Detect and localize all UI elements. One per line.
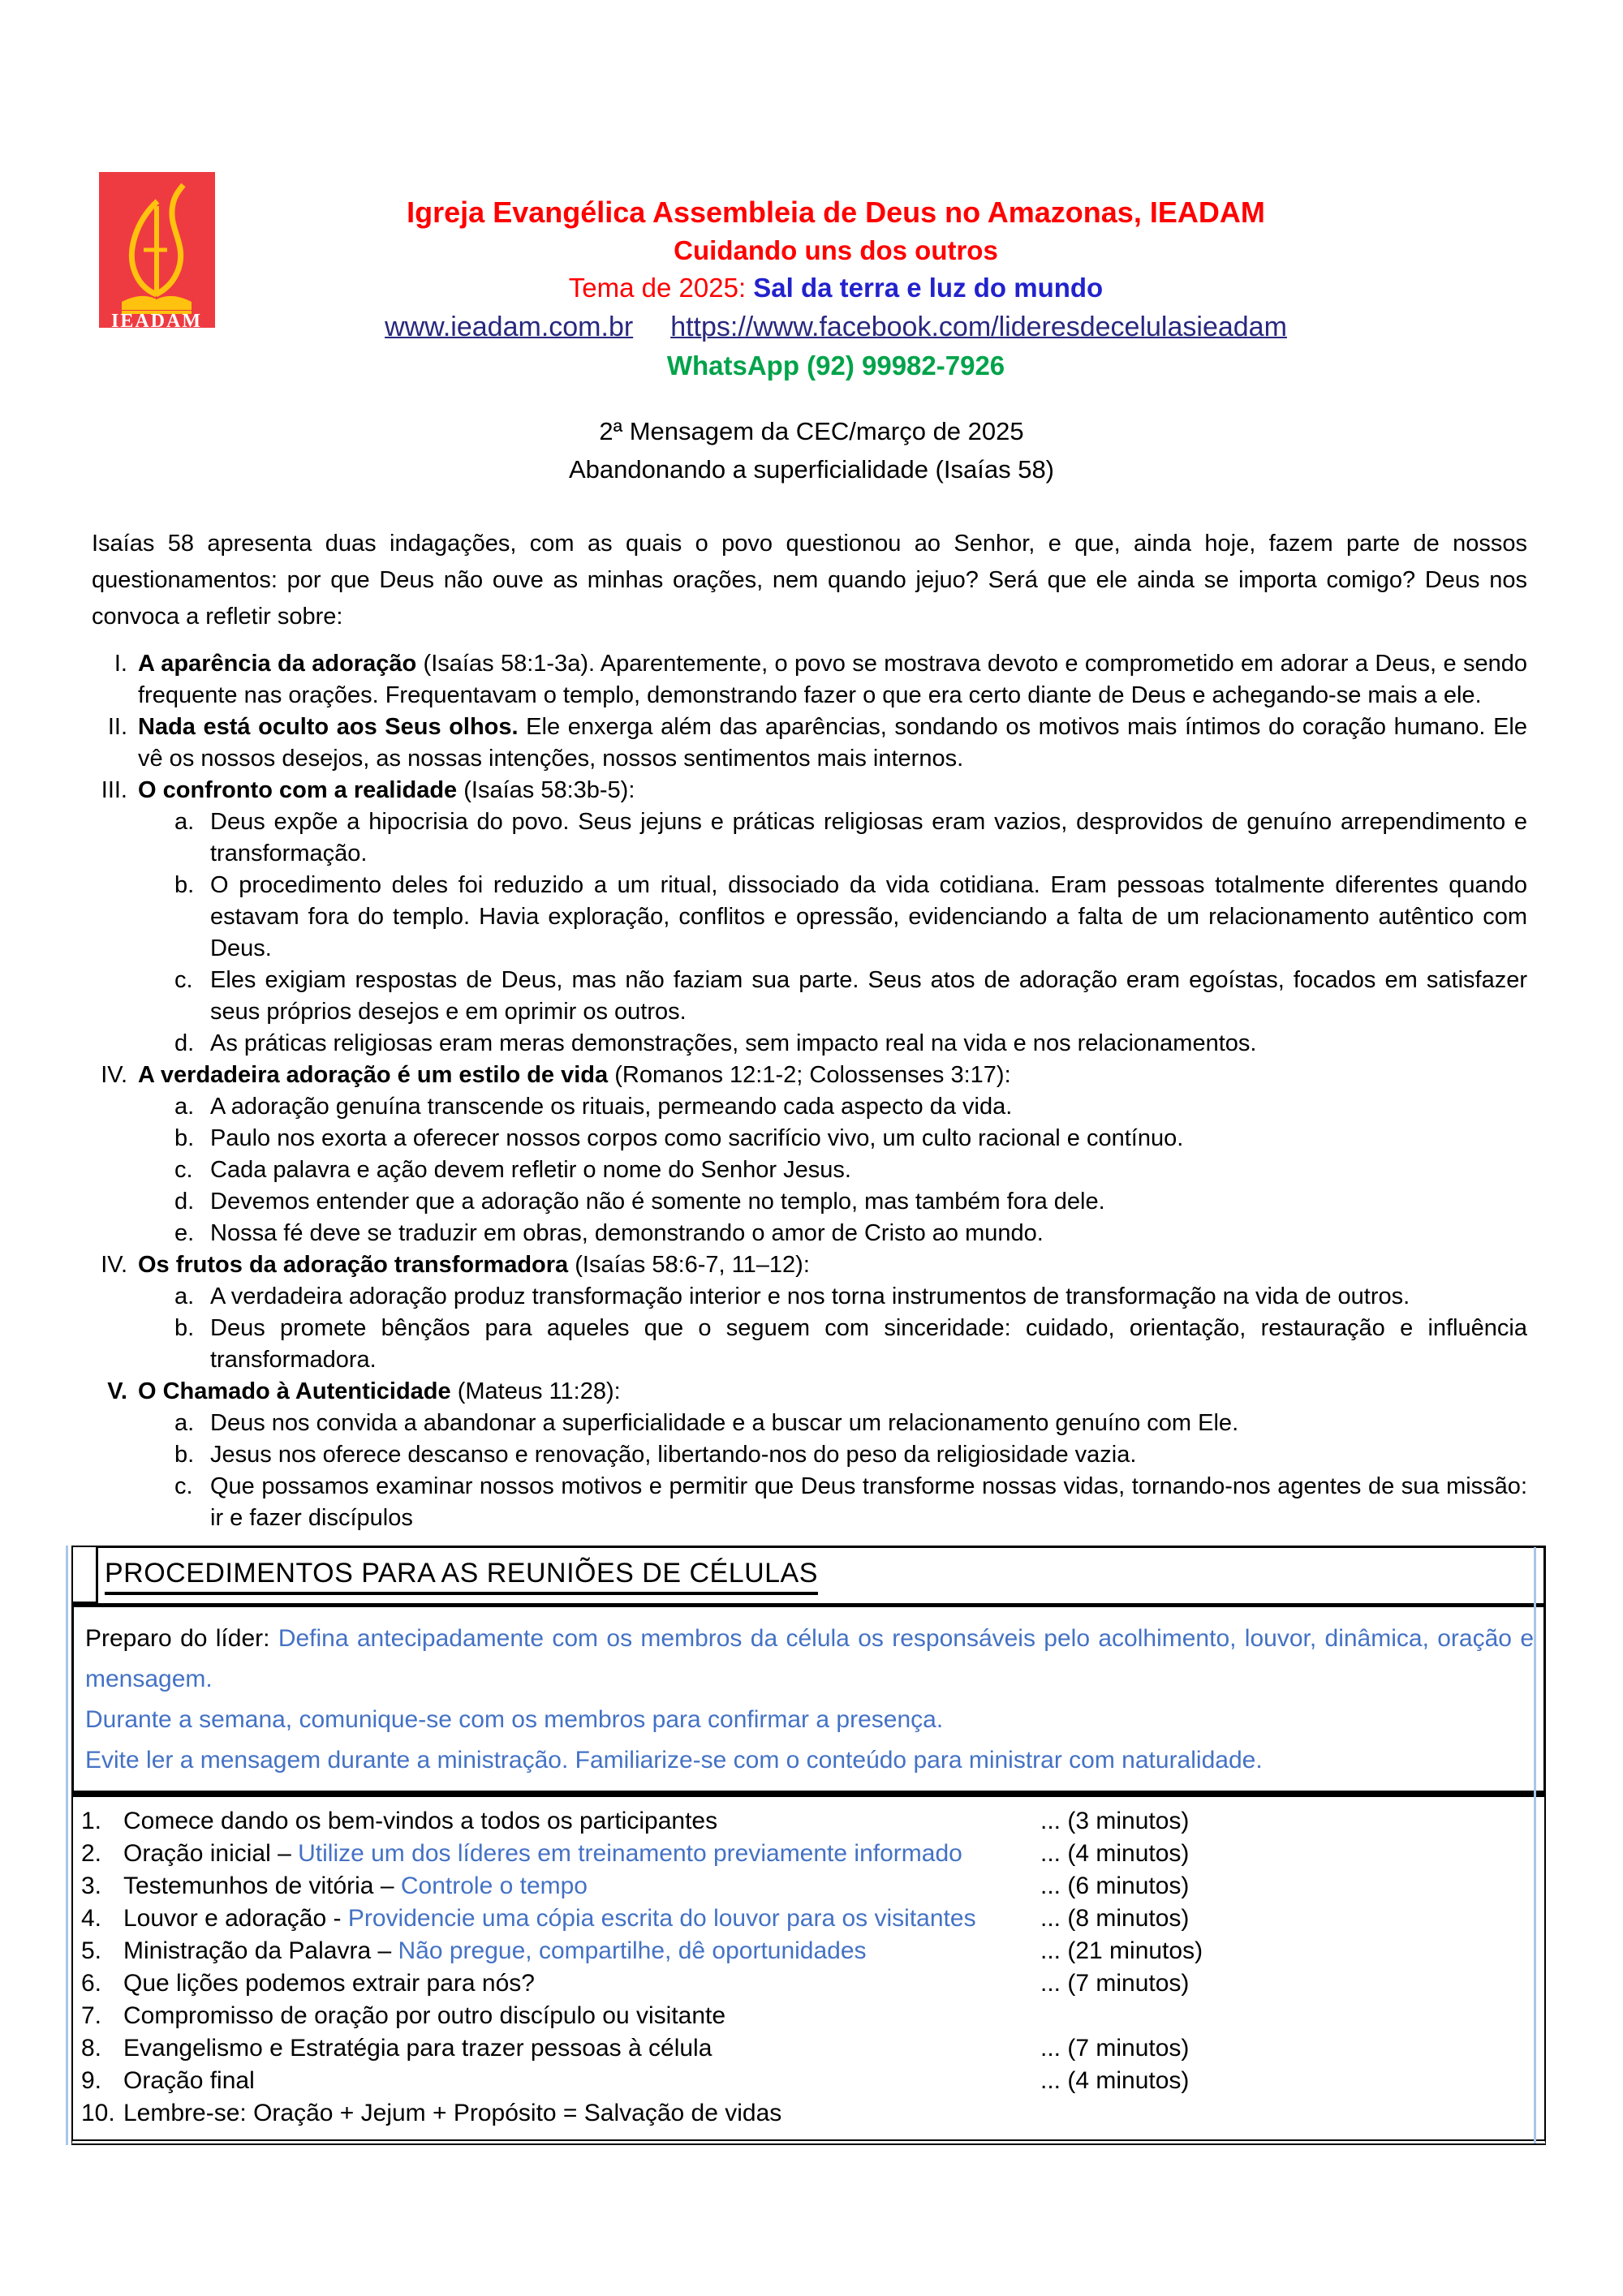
agenda-row-text bbox=[123, 2065, 1040, 2097]
outline-section bbox=[92, 1376, 1527, 1408]
agenda-row-text bbox=[123, 2032, 1040, 2065]
outline-subitem-marker: b. bbox=[174, 1442, 195, 1468]
agenda-row-label: Compromisso de oração por outro discípulo ou visitante bbox=[123, 2002, 726, 2029]
agenda-row-label: Oração final bbox=[123, 2067, 255, 2094]
agenda-row-text bbox=[123, 1935, 1040, 1967]
outline-section bbox=[92, 648, 1527, 712]
outline-subitem bbox=[163, 1028, 1527, 1060]
meeting-agenda-box bbox=[71, 1793, 1546, 2145]
agenda-row-number: 8. bbox=[81, 2035, 102, 2062]
outline-section-text bbox=[138, 775, 1527, 806]
outline-section bbox=[92, 1249, 1527, 1281]
agenda-row-note: Providencie uma cópia escrita do louvor para os visitantes bbox=[347, 1905, 976, 1932]
agenda-row-number: 9. bbox=[81, 2067, 102, 2094]
outline-section-marker: II. bbox=[107, 714, 127, 740]
leader-prep-line bbox=[85, 1619, 1534, 1700]
agenda-row bbox=[78, 2032, 1539, 2065]
outline-subitem-marker: a. bbox=[174, 1410, 195, 1436]
agenda-row bbox=[78, 1967, 1539, 2000]
agenda-row-label: Que lições podemos extrair para nós? bbox=[123, 1970, 535, 1997]
leader-prep-text: Defina antecipadamente com os membros da célula os responsáveis pelo acolhimento, louvor, dinâmica, oração e mensagem. bbox=[85, 1625, 1535, 1692]
outline-subitem-text: Deus nos convida a abandonar a superficialidade e a buscar um relacionamento genuíno com Ele. bbox=[210, 1410, 1239, 1436]
agenda-row-number: 6. bbox=[81, 1970, 102, 1997]
outline-subitem bbox=[163, 870, 1527, 965]
outline-section-text bbox=[138, 1249, 1527, 1281]
outline-section bbox=[92, 775, 1527, 806]
agenda-row-time bbox=[1040, 2097, 1539, 2130]
agenda-row-text bbox=[123, 1903, 1040, 1935]
agenda-row bbox=[78, 1935, 1539, 1967]
procedures-title-cell bbox=[96, 1546, 1546, 1603]
outline-subitem-text: Deus promete bênçãos para aqueles que o seguem com sinceridade: cuidado, orientação, restauração e influência transformadora. bbox=[210, 1315, 1527, 1373]
links-line bbox=[211, 307, 1461, 347]
outline-subitem-text: A adoração genuína transcende os rituais, permeando cada aspecto da vida. bbox=[210, 1094, 1013, 1120]
outline-subitem-text: Nossa fé deve se traduzir em obras, demonstrando o amor de Cristo ao mundo. bbox=[210, 1220, 1044, 1246]
whatsapp-line: WhatsApp (92) 99982-7926 bbox=[666, 350, 1005, 381]
letterhead bbox=[211, 193, 1461, 385]
outline-subitem-text: Deus expõe a hipocrisia do povo. Seus jejuns e práticas religiosas eram vazios, desprovidos de genuíno arrependimento e transformação. bbox=[210, 809, 1527, 866]
agenda-row-label: Lembre-se: Oração + Jejum + Propósito = Salvação de vidas bbox=[123, 2100, 782, 2126]
agenda-row-number: 10. bbox=[81, 2100, 115, 2126]
outline-subitem bbox=[163, 1281, 1527, 1313]
outline-subitem bbox=[163, 965, 1527, 1028]
outline-section-text bbox=[138, 648, 1527, 712]
outline-section-rest: (Mateus 11:28): bbox=[450, 1378, 621, 1404]
agenda-row-label: Testemunhos de vitória – bbox=[123, 1872, 401, 1899]
agenda-row-note: Utilize um dos líderes em treinamento previamente informado bbox=[298, 1840, 962, 1867]
agenda-row-number: 5. bbox=[81, 1937, 102, 1964]
outline-section-rest: (Isaías 58:1-3a). Aparentemente, o povo se mostrava devoto e comprometido em adorar a Deus, e sendo frequente nas orações. Frequentavam o templo, demonstrando fazer o que era certo diante de Deus e achegando-se mais a ele. bbox=[138, 651, 1527, 708]
outline-section bbox=[92, 1060, 1527, 1091]
outline-section-marker: IV. bbox=[101, 1062, 127, 1088]
outline-subitem-marker: d. bbox=[174, 1189, 195, 1215]
outline-subitem-marker: b. bbox=[174, 1315, 195, 1341]
agenda-row-number: 7. bbox=[81, 2002, 102, 2029]
agenda-row-label: Louvor e adoração - bbox=[123, 1905, 348, 1932]
agenda-row-time: ... (7 minutos) bbox=[1040, 1970, 1190, 1997]
agenda-row-label: Comece dando os bem-vindos a todos os participantes bbox=[123, 1808, 718, 1834]
agenda-row bbox=[78, 1903, 1539, 1935]
outline-subitem-text: Paulo nos exorta a oferecer nossos corpos como sacrifício vivo, um culto racional e contínuo. bbox=[210, 1125, 1184, 1151]
church-logo bbox=[99, 172, 215, 328]
message-title-line1: 2ª Mensagem da CEC/março de 2025 bbox=[599, 417, 1024, 445]
leader-note-1: Durante a semana, comunique-se com os membros para confirmar a presença. bbox=[85, 1706, 944, 1733]
outline-subitem-text: Que possamos examinar nossos motivos e permitir que Deus transforme nossas vidas, tornando-nos agentes de sua missão: ir e fazer discípulos bbox=[210, 1473, 1527, 1531]
agenda-row bbox=[78, 2065, 1539, 2097]
intro-paragraph: Isaías 58 apresenta duas indagações, com as quais o povo questionou ao Senhor, e que, ainda hoje, fazem parte de nossos questionamentos: por que Deus não ouve as minhas orações, nem quando jejuo? Será que ele ainda se importa comigo? Deus nos convoca a refletir sobre: bbox=[92, 531, 1527, 630]
church-name: Igreja Evangélica Assembleia de Deus no Amazonas, IEADAM bbox=[407, 196, 1265, 229]
outline-subitem-marker: c. bbox=[174, 1157, 193, 1183]
procedures-title: PROCEDIMENTOS PARA AS REUNIÕES DE CÉLULAS bbox=[105, 1558, 818, 1595]
outline-section-heading: O confronto com a realidade bbox=[138, 777, 458, 803]
outline-section-marker: IV. bbox=[101, 1252, 127, 1278]
outline-subitem bbox=[163, 1091, 1527, 1123]
outline-subitem-text: Devemos entender que a adoração não é somente no templo, mas também fora dele. bbox=[210, 1189, 1105, 1215]
agenda-row bbox=[78, 1870, 1539, 1903]
agenda-row-number: 1. bbox=[81, 1808, 102, 1834]
outline-section-rest: (Isaías 58:3b-5): bbox=[457, 777, 635, 803]
outline-subitem-marker: e. bbox=[174, 1220, 195, 1246]
outline-subitem bbox=[163, 806, 1527, 870]
outline-section-heading: O Chamado à Autenticidade bbox=[138, 1378, 451, 1404]
outline-subitem bbox=[163, 1313, 1527, 1376]
agenda-row-text bbox=[123, 1870, 1040, 1903]
agenda-row bbox=[78, 1838, 1539, 1870]
message-outline bbox=[92, 648, 1527, 1534]
theme-value: Sal da terra e luz do mundo bbox=[753, 273, 1104, 303]
outline-subitem-text: Jesus nos oferece descanso e renovação, libertando-nos do peso da religiosidade vazia. bbox=[210, 1442, 1137, 1468]
outline-section-heading: A verdadeira adoração é um estilo de vida bbox=[138, 1062, 609, 1088]
agenda-row-number: 4. bbox=[81, 1905, 102, 1932]
outline-subitem-text: Eles exigiam respostas de Deus, mas não faziam sua parte. Seus atos de adoração eram egoístas, focados em satisfazer seus próprios desejos e em oprimir os outros. bbox=[210, 967, 1527, 1025]
outline-subitem-text: A verdadeira adoração produz transformação interior e nos torna instrumentos de transformação na vida de outros. bbox=[210, 1283, 1410, 1309]
outline-subitem-marker: b. bbox=[174, 1125, 195, 1151]
message-body bbox=[0, 526, 1623, 1534]
outline-section-text bbox=[138, 1060, 1527, 1091]
agenda-row-text bbox=[123, 1967, 1040, 2000]
agenda-row-text bbox=[123, 2000, 1040, 2032]
agenda-row bbox=[78, 2097, 1539, 2130]
agenda-row-label: Ministração da Palavra – bbox=[123, 1937, 398, 1964]
agenda-row-time bbox=[1040, 2000, 1539, 2032]
outline-subitem bbox=[163, 1218, 1527, 1249]
leader-prep-label: Preparo do líder: bbox=[85, 1625, 278, 1652]
outline-section bbox=[92, 712, 1527, 775]
outline-section-rest: (Romanos 12:1-2; Colossenses 3:17): bbox=[608, 1062, 1011, 1088]
outline-subitem-marker: a. bbox=[174, 809, 195, 835]
agenda-row-note: Não pregue, compartilhe, dê oportunidades bbox=[398, 1937, 867, 1964]
outline-section-text bbox=[138, 1376, 1527, 1408]
ieadam-logo-graphic bbox=[99, 172, 215, 328]
outline-section-rest: (Isaías 58:6-7, 11–12): bbox=[568, 1252, 810, 1278]
svg-text:IEADAM: IEADAM bbox=[111, 311, 202, 328]
outline-subitem bbox=[163, 1439, 1527, 1471]
agenda-row-time: ... (4 minutos) bbox=[1040, 2067, 1190, 2094]
website-link[interactable]: www.ieadam.com.br bbox=[385, 312, 634, 342]
outline-subitem bbox=[163, 1186, 1527, 1218]
agenda-row-text bbox=[123, 2097, 1040, 2130]
agenda-row-text bbox=[123, 1838, 1040, 1870]
outline-section-heading: Os frutos da adoração transformadora bbox=[138, 1252, 569, 1278]
agenda-row-number: 3. bbox=[81, 1872, 102, 1899]
leader-prep-box bbox=[71, 1603, 1546, 1793]
outline-subitem bbox=[163, 1123, 1527, 1154]
outline-section-heading: A aparência da adoração bbox=[138, 651, 417, 677]
agenda-row-note: Controle o tempo bbox=[400, 1872, 588, 1899]
outline-subitem bbox=[163, 1471, 1527, 1534]
agenda-row-time: ... (3 minutos) bbox=[1040, 1808, 1190, 1834]
outline-subitem-marker: c. bbox=[174, 967, 193, 993]
outline-subitem-marker: a. bbox=[174, 1094, 195, 1120]
procedures-section bbox=[71, 1546, 1546, 2145]
agenda-row-time: ... (21 minutos) bbox=[1040, 1937, 1203, 1964]
agenda-row-time: ... (4 minutos) bbox=[1040, 1840, 1190, 1867]
church-motto: Cuidando uns dos outros bbox=[674, 235, 998, 265]
agenda-row-label: Oração inicial – bbox=[123, 1840, 299, 1867]
outline-subitem-marker: c. bbox=[174, 1473, 193, 1499]
outline-subitem-marker: d. bbox=[174, 1030, 195, 1056]
message-title-line2: Abandonando a superficialidade (Isaías 58) bbox=[568, 455, 1055, 484]
agenda-row-time: ... (6 minutos) bbox=[1040, 1872, 1190, 1899]
outline-subitem-text: As práticas religiosas eram meras demonstrações, sem impacto real na vida e nos relacionamentos. bbox=[210, 1030, 1257, 1056]
outline-section-marker: I. bbox=[114, 651, 127, 677]
outline-subitem-marker: b. bbox=[174, 872, 195, 898]
theme-line bbox=[211, 269, 1461, 307]
message-title bbox=[0, 412, 1623, 488]
agenda-row-label: Evangelismo e Estratégia para trazer pessoas à célula bbox=[123, 2035, 712, 2062]
agenda-row-time: ... (8 minutos) bbox=[1040, 1905, 1190, 1932]
outline-section-rest: Ele enxerga além das aparências, sondando os motivos mais íntimos do coração humano. Ele vê os nossos desejos, as nossas intenções, nossos sentimentos mais internos. bbox=[138, 714, 1527, 772]
agenda-row-time: ... (7 minutos) bbox=[1040, 2035, 1190, 2062]
outline-subitem bbox=[163, 1408, 1527, 1439]
agenda-row-text bbox=[123, 1805, 1040, 1838]
outline-section-heading: Nada está oculto aos Seus olhos. bbox=[138, 714, 519, 740]
procedures-title-notch bbox=[71, 1546, 96, 1603]
outline-subitem bbox=[163, 1154, 1527, 1186]
theme-label: Tema de 2025: bbox=[568, 273, 754, 303]
facebook-link[interactable]: https://www.facebook.com/lideresdecelulasieadam bbox=[670, 312, 1287, 342]
procedures-title-row bbox=[71, 1546, 1546, 1603]
leader-note-2: Evite ler a mensagem durante a ministração. Familiarize-se com o conteúdo para ministrar com naturalidade. bbox=[85, 1747, 1263, 1774]
outline-subitem-text: Cada palavra e ação devem refletir o nome do Senhor Jesus. bbox=[210, 1157, 851, 1183]
outline-section-marker: V. bbox=[107, 1378, 127, 1404]
outline-subitem-marker: a. bbox=[174, 1283, 195, 1309]
agenda-row bbox=[78, 2000, 1539, 2032]
outline-section-text bbox=[138, 712, 1527, 775]
outline-section-marker: III. bbox=[101, 777, 127, 803]
agenda-row bbox=[78, 1805, 1539, 1838]
outline-subitem-text: O procedimento deles foi reduzido a um ritual, dissociado da vida cotidiana. Eram pessoas totalmente diferentes quando estavam fora do templo. Havia exploração, conflitos e opressão, evidenciando a falta de um relacionamento autêntico com Deus. bbox=[210, 872, 1527, 961]
agenda-row-number: 2. bbox=[81, 1840, 102, 1867]
